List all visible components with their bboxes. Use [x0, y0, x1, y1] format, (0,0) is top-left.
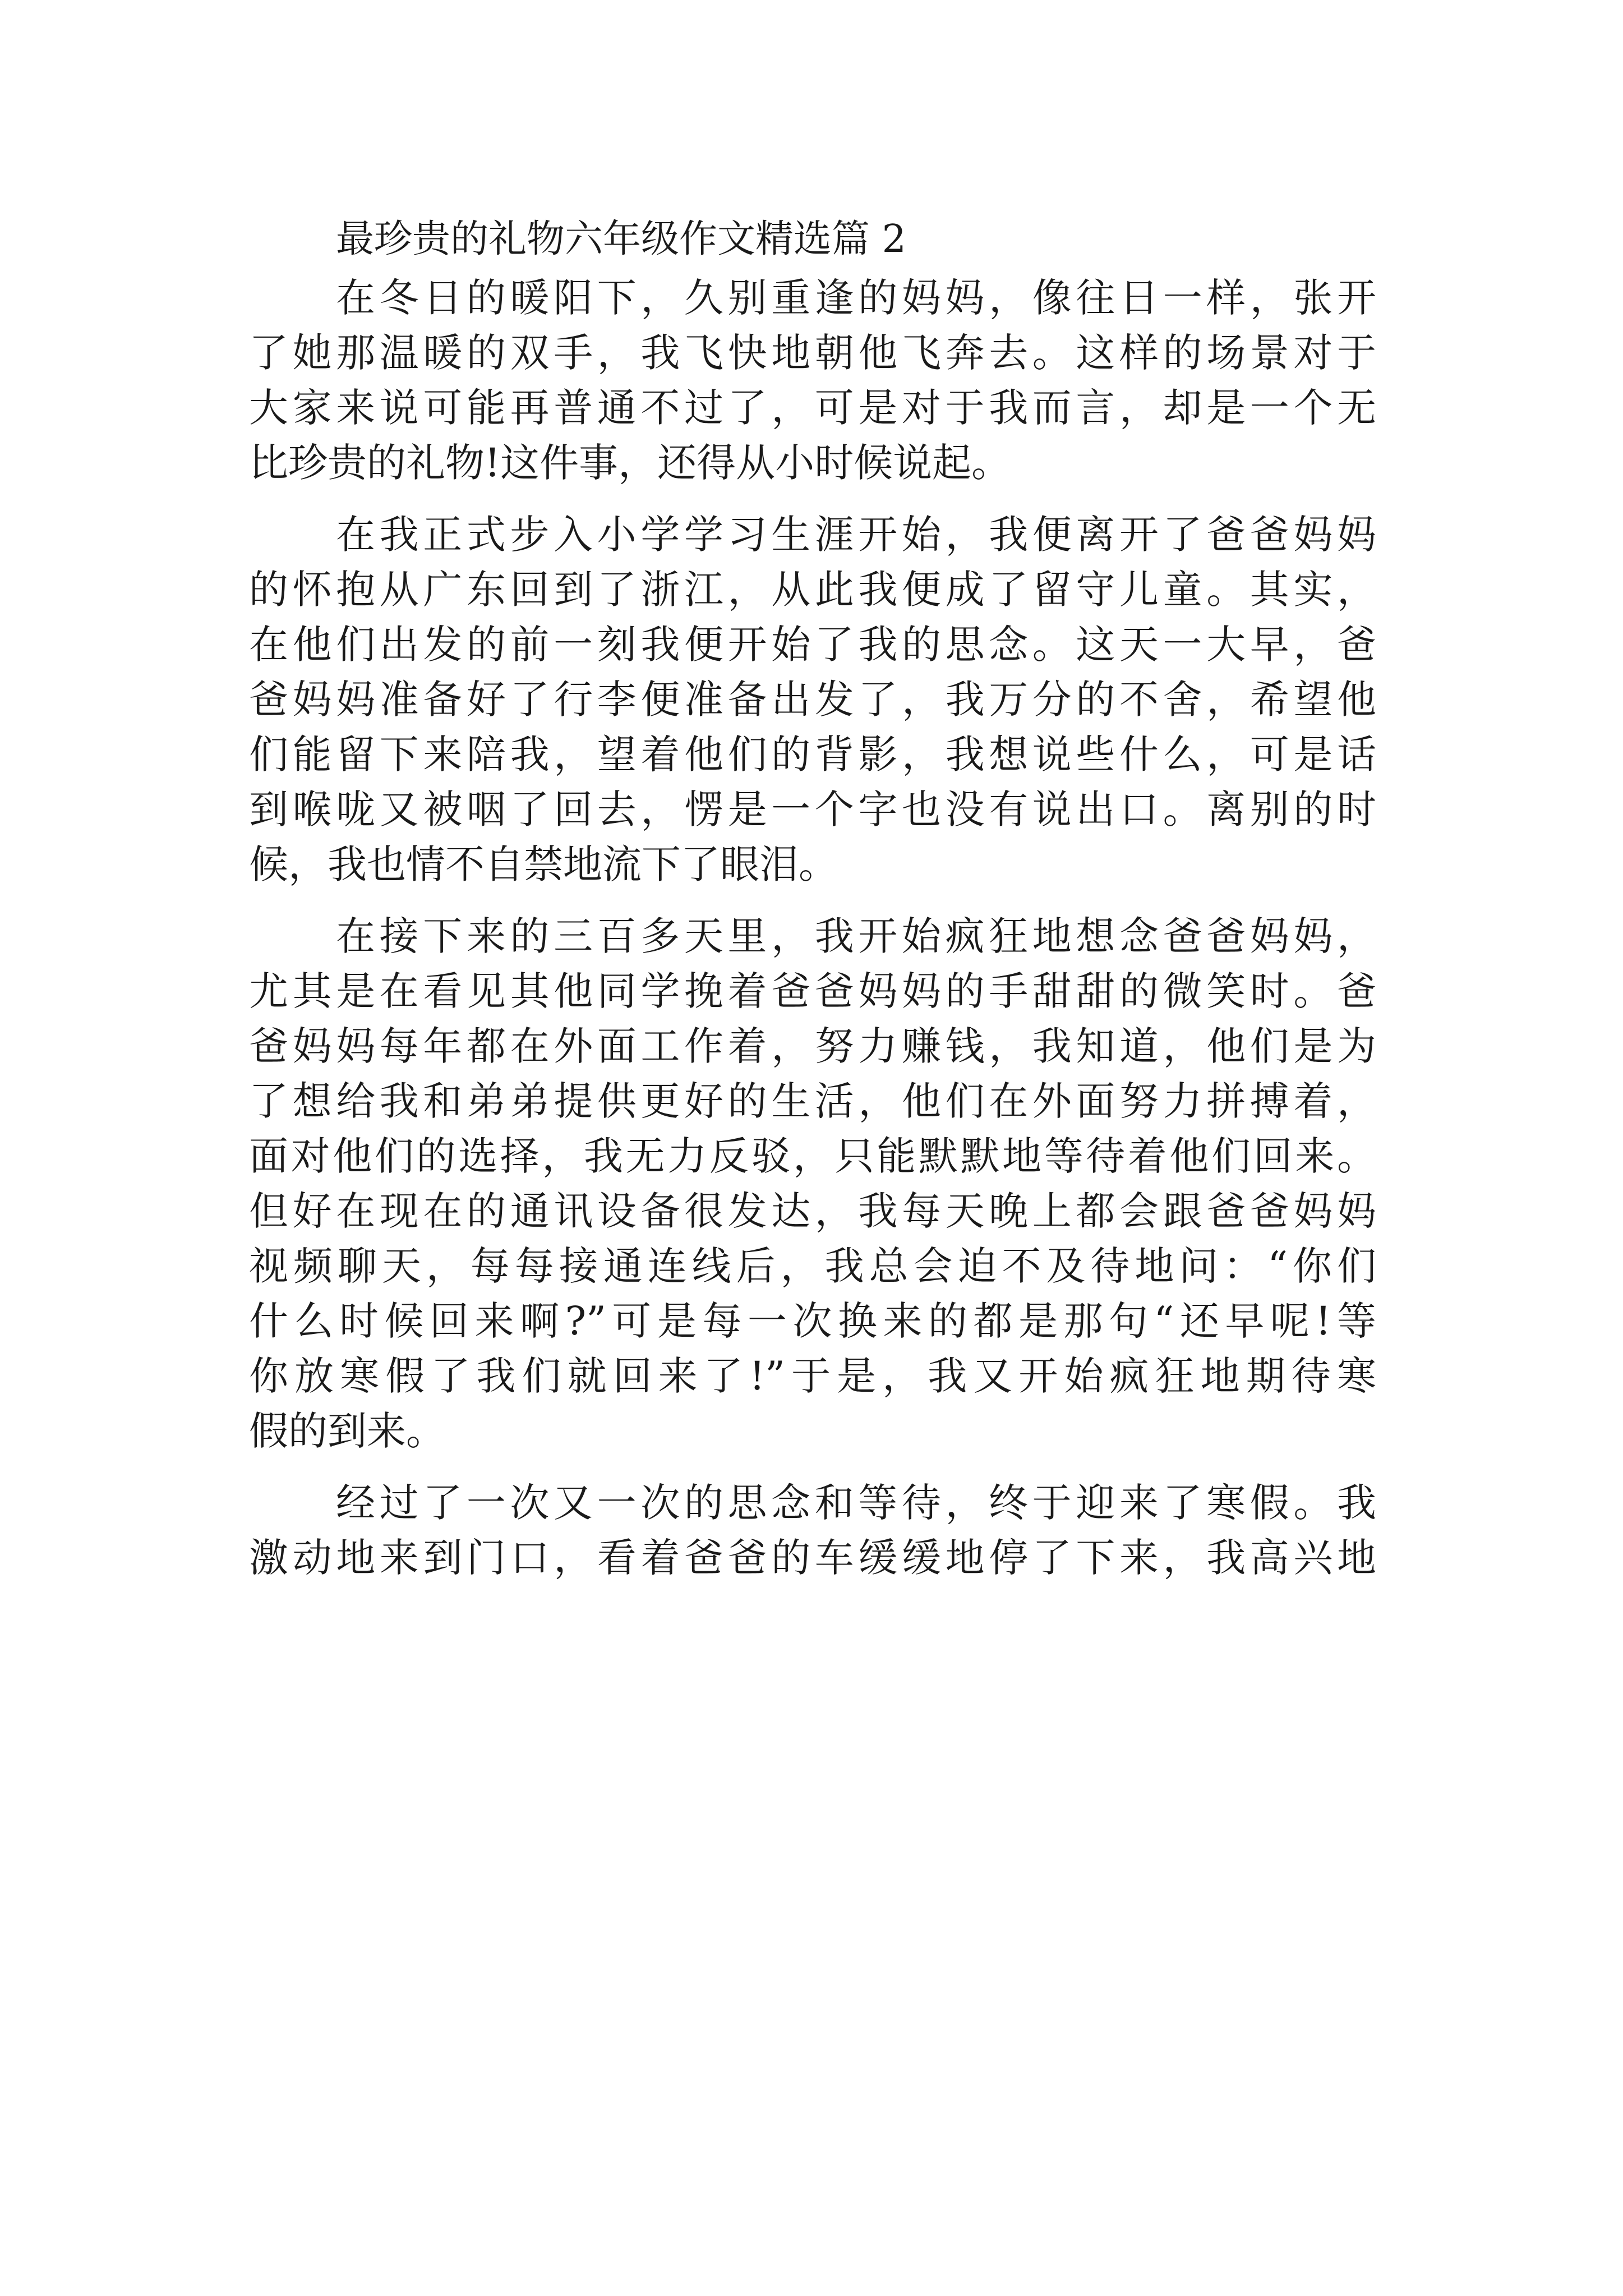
text-line: 激动地来到门口，看着爸爸的车缓缓地停了下来，我高兴地 [249, 1535, 1376, 1581]
text-line: 在接下来的三百多天里，我开始疯狂地想念爸爸妈妈， [336, 913, 1376, 959]
text-line: 到喉咙又被咽了回去，愣是一个字也没有说出口。离别的时 [249, 786, 1376, 832]
text-line: 的怀抱从广东回到了浙江，从此我便成了留守儿童。其实， [249, 567, 1376, 613]
text-line: 经过了一次又一次的思念和等待，终于迎来了寒假。我 [336, 1480, 1376, 1526]
text-line: 尤其是在看见其他同学挽着爸爸妈妈的手甜甜的微笑时。爸 [249, 968, 1376, 1014]
text-line: 大家来说可能再普通不过了，可是对于我而言，却是一个无 [249, 385, 1376, 431]
text-line: 们能留下来陪我，望着他们的背影，我想说些什么，可是话 [249, 731, 1376, 777]
paragraph-3 [249, 909, 1376, 1458]
text-line: 你放寒假了我们就回来了!”于是，我又开始疯狂地期待寒 [249, 1353, 1376, 1399]
text-line: 但好在现在的通讯设备很发达，我每天晚上都会跟爸爸妈妈 [249, 1188, 1376, 1234]
text-line: 比珍贵的礼物!这件事，还得从小时候说起。 [249, 440, 1011, 486]
text-line: 了想给我和弟弟提供更好的生活，他们在外面努力拼搏着， [249, 1078, 1376, 1124]
text-line: 面对他们的选择，我无力反驳，只能默默地等待着他们回来。 [249, 1133, 1376, 1179]
text-line: 候，我也情不自禁地流下了眼泪。 [249, 841, 838, 887]
document-title: 最珍贵的礼物六年级作文精选篇 2 [336, 217, 906, 261]
text-line: 在他们出发的前一刻我便开始了我的思念。这天一大早，爸 [249, 622, 1376, 668]
text-line: 视频聊天，每每接通连线后，我总会迫不及待地问：“你们 [249, 1243, 1376, 1289]
text-line: 在冬日的暖阳下，久别重逢的妈妈，像往日一样，张开 [336, 275, 1376, 321]
text-line: 爸妈妈每年都在外面工作着，努力赚钱，我知道，他们是为 [249, 1023, 1376, 1069]
text-line: 在我正式步入小学学习生涯开始，我便离开了爸爸妈妈 [336, 512, 1376, 558]
document-body [249, 212, 1376, 1589]
paragraph-1 [249, 270, 1376, 490]
paragraph-2 [249, 507, 1376, 892]
text-line: 爸妈妈准备好了行李便准备出发了，我万分的不舍，希望他 [249, 677, 1376, 723]
text-line: 了她那温暖的双手，我飞快地朝他飞奔去。这样的场景对于 [249, 330, 1376, 376]
text-line: 什么时候回来啊?”可是每一次换来的都是那句“还早呢!等 [249, 1298, 1376, 1344]
paragraph-4 [249, 1475, 1376, 1585]
text-line: 假的到来。 [249, 1408, 445, 1454]
